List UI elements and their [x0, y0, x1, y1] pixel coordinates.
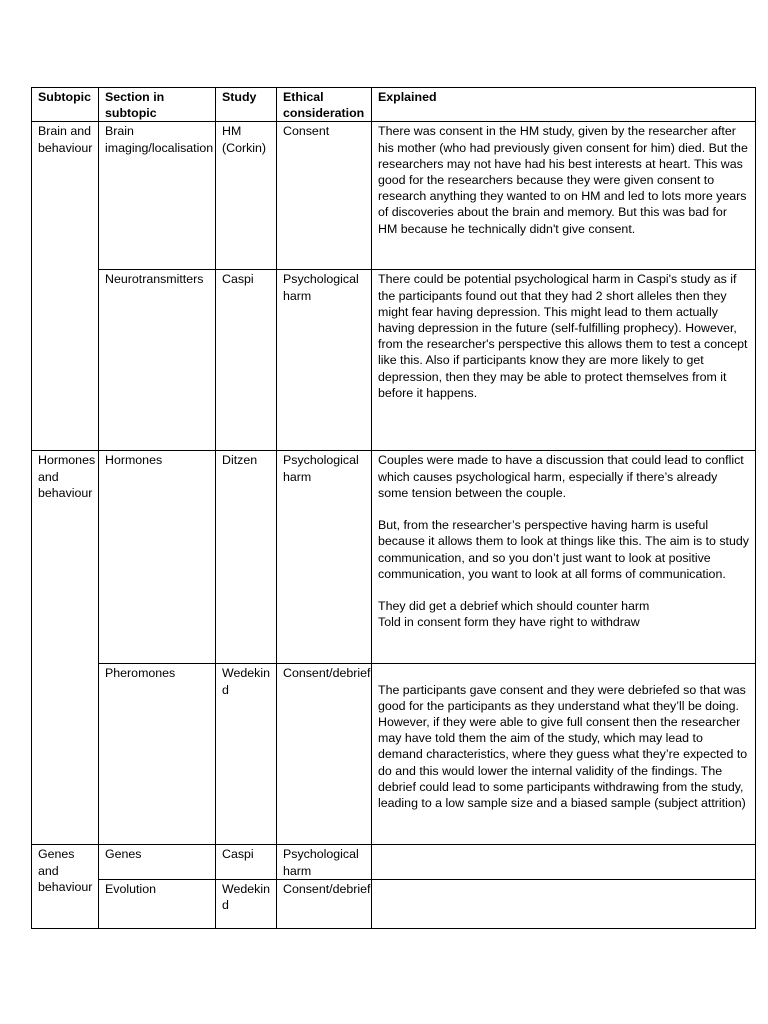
table-row — [32, 879, 756, 928]
explained-cell: There could be potential psychological harm in Caspi's study as if the participants found out that they had 2 short alleles then they might fear having depression. This might lead to them actually having depression in the future (self-fulfilling prophecy). However, from the researcher's perspective this allows them to test a concept like this. Also if participants know they are more likely to get depression, then they may be able to protect themselves from it before it happens. — [372, 270, 756, 451]
ethical-cell: Psychological harm — [277, 845, 372, 879]
study-cell: HM (Corkin) — [216, 122, 277, 270]
section-cell: Genes — [99, 845, 216, 879]
explained-cell — [372, 664, 756, 845]
table-row — [32, 451, 756, 664]
study-cell: Caspi — [216, 845, 277, 879]
table-row — [32, 664, 756, 845]
study-cell: Wedekind — [216, 664, 277, 845]
header-explained: Explained — [372, 88, 756, 122]
ethical-cell: Psychological harm — [277, 451, 372, 664]
section-cell: Brain imaging/localisation — [99, 122, 216, 270]
explained-cell — [372, 451, 756, 664]
ethical-cell: Consent — [277, 122, 372, 270]
table-row — [32, 122, 756, 270]
section-cell: Neurotransmitters — [99, 270, 216, 451]
section-cell: Hormones — [99, 451, 216, 664]
header-ethical: Ethical consideration — [277, 88, 372, 122]
study-cell: Wedekind — [216, 879, 277, 928]
explained-cell — [372, 845, 756, 879]
group-genes: Genes and behaviour — [32, 845, 99, 928]
study-cell: Caspi — [216, 270, 277, 451]
table-row — [32, 845, 756, 879]
explained-paragraph: The participants gave consent and they were debriefed so that was good for the participants as they understand what they’ll be doing. However, if they were able to give full consent then the researcher may have told them the aim of the study, which may lead to demand characteristics, where they guess what they’re expected to do and this would lower the internal validity of the findings. The debrief could lead to some participants withdrawing from the study, leading to a low sample size and a biased sample (subject attrition) — [378, 682, 748, 811]
header-subtopic: Subtopic — [32, 88, 99, 122]
explained-paragraph: But, from the researcher’s perspective having harm is useful because it allows them to look at things like this. The aim is to study communication, and so you don’t just want to look at positive communication, you want to look at all forms of communication. — [378, 518, 749, 581]
explained-line: They did get a debrief which should counter harm — [378, 599, 650, 614]
section-cell: Pheromones — [99, 664, 216, 845]
group-hormones: Hormones and behaviour — [32, 451, 99, 845]
ethical-cell: Consent/debrief — [277, 664, 372, 845]
header-section: Section in subtopic — [99, 88, 216, 122]
header-study: Study — [216, 88, 277, 122]
ethical-cell: Consent/debrief — [277, 879, 372, 928]
explained-line: Told in consent form they have right to withdraw — [378, 615, 640, 630]
header-row — [32, 88, 756, 122]
group-brain: Brain and behaviour — [32, 122, 99, 451]
section-cell: Evolution — [99, 879, 216, 928]
explained-cell: There was consent in the HM study, given by the researcher after his mother (who had previously given consent for him) died. But the researchers may not have had his best interests at heart. This was good for the researchers because they were given consent to research anything they wanted to on HM and led to lots more years of discoveries about the brain and memory. But this was bad for HM because he technically didn't give consent. — [372, 122, 756, 270]
table-row — [32, 270, 756, 451]
ethical-cell: Psychological harm — [277, 270, 372, 451]
explained-cell — [372, 879, 756, 928]
ethics-table — [31, 87, 756, 929]
explained-paragraph: Couples were made to have a discussion that could lead to conflict which causes psychological harm, especially if there’s already some tension between the couple. — [378, 453, 744, 500]
study-cell: Ditzen — [216, 451, 277, 664]
